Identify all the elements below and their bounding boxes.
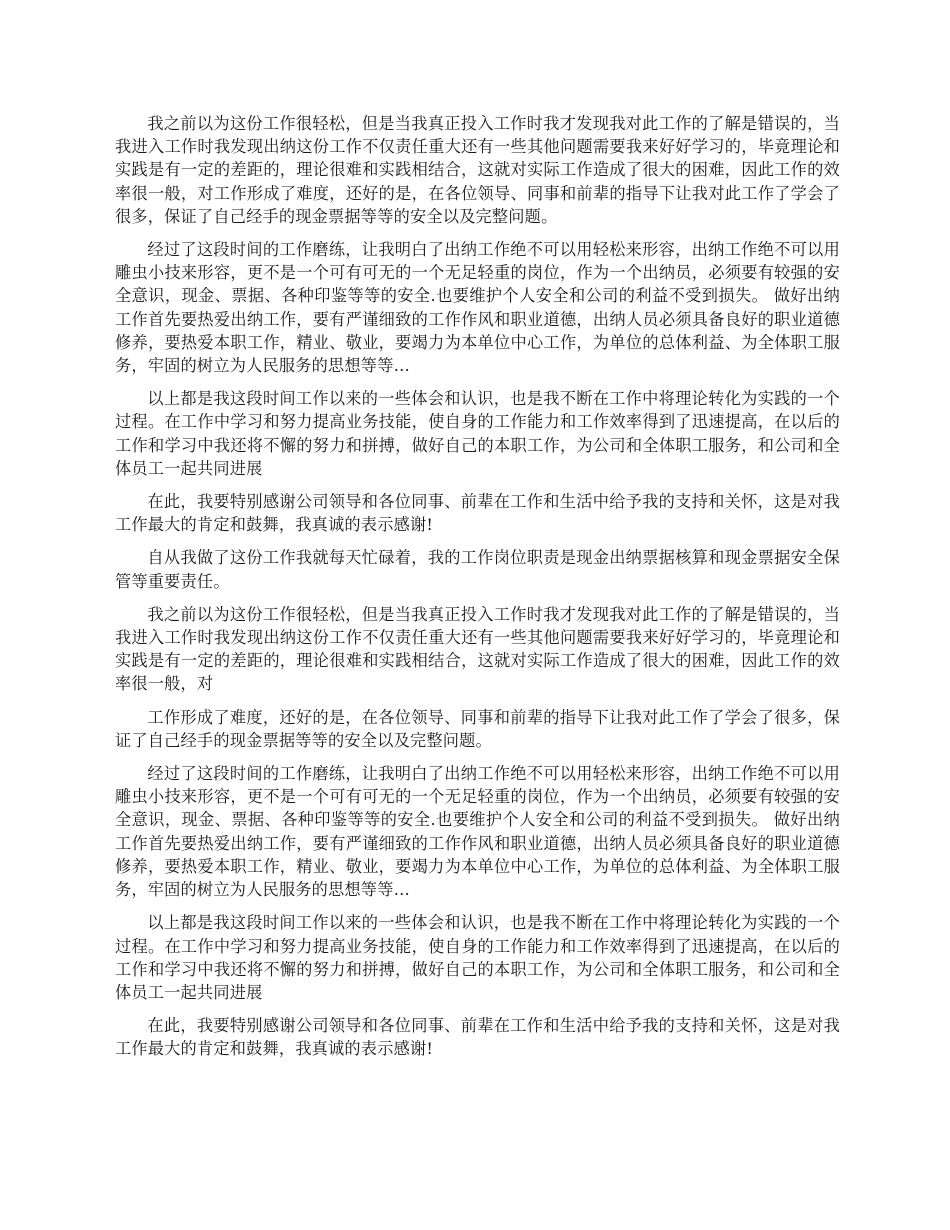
paragraph-8: 经过了这段时间的工作磨练，让我明白了出纳工作绝不可以用轻松来形容，出纳工作绝不可以用雕虫小技来形容，更不是一个可有可无的一个无足轻重的岗位，作为一个出纳员，必须要有较强的安全意识，现金、票据、各种印鉴等等的安全.也要维护个人安全和公司的利益不受到损失。 做好出纳工作首先要热爱出纳工作，要有严谨细致的工作作风和职业道德，出纳人员必须具备良好的职业道德修养，要热爱本职工作，精业、敬业，要竭力为本单位中心工作，为单位的总体利益、为全体职工服务，牢固的树立为人民服务的思想等等… [115,764,840,900]
paragraph-10: 在此，我要特别感谢公司领导和各位同事、前辈在工作和生活中给予我的支持和关怀，这是对我工作最大的肯定和鼓舞，我真诚的表示感谢! [115,1016,840,1059]
paragraph-7: 工作形成了难度，还好的是，在各位领导、同事和前辈的指导下让我对此工作了学会了很多，保证了自己经手的现金票据等等的安全以及完整问题。 [115,707,840,750]
paragraph-5: 自从我做了这份工作我就每天忙碌着，我的工作岗位职责是现金出纳票据核算和现金票据安全保管等重要责任。 [115,548,840,591]
paragraph-6: 我之前以为这份工作很轻松，但是当我真正投入工作时我才发现我对此工作的了解是错误的，当我进入工作时我发现出纳这份工作不仅责任重大还有一些其他问题需要我来好好学习的，毕竟理论和实践是有一定的差距的，理论很难和实践相结合，这就对实际工作造成了很大的困难，因此工作的效率很一般，对 [115,604,840,694]
paragraph-9: 以上都是我这段时间工作以来的一些体会和认识，也是我不断在工作中将理论转化为实践的一个过程。在工作中学习和努力提高业务技能，使自身的工作能力和工作效率得到了迅速提高，在以后的工作和学习中我还将不懈的努力和拼搏，做好自己的本职工作，为公司和全体职工服务，和公司和全体员工一起共同进展 [115,913,840,1002]
paragraph-1: 我之前以为这份工作很轻松，但是当我真正投入工作时我才发现我对此工作的了解是错误的，当我进入工作时我发现出纳这份工作不仅责任重大还有一些其他问题需要我来好好学习的，毕竟理论和实践是有一定的差距的，理论很难和实践相结合，这就对实际工作造成了很大的困难，因此工作的效率很一般，对工作形成了难度，还好的是，在各位领导、同事和前辈的指导下让我对此工作了学会了很多，保证了自己经手的现金票据等等的安全以及完整问题。 [115,114,840,226]
paragraph-3: 以上都是我这段时间工作以来的一些体会和认识，也是我不断在工作中将理论转化为实践的一个过程。在工作中学习和努力提高业务技能，使自身的工作能力和工作效率得到了迅速提高，在以后的工作和学习中我还将不懈的努力和拼搏，做好自己的本职工作，为公司和全体职工服务，和公司和全体员工一起共同进展 [115,389,840,478]
paragraph-2: 经过了这段时间的工作磨练，让我明白了出纳工作绝不可以用轻松来形容，出纳工作绝不可以用雕虫小技来形容，更不是一个可有可无的一个无足轻重的岗位，作为一个出纳员，必须要有较强的安全意识，现金、票据、各种印鉴等等的安全.也要维护个人安全和公司的利益不受到损失。 做好出纳工作首先要热爱出纳工作，要有严谨细致的工作作风和职业道德，出纳人员必须具备良好的职业道德修养，要热爱本职工作，精业、敬业，要竭力为本单位中心工作，为单位的总体利益、为全体职工服务，牢固的树立为人民服务的思想等等… [115,240,840,376]
document-body [115,112,840,1071]
paragraph-4: 在此，我要特别感谢公司领导和各位同事、前辈在工作和生活中给予我的支持和关怀，这是对我工作最大的肯定和鼓舞，我真诚的表示感谢! [115,492,840,535]
